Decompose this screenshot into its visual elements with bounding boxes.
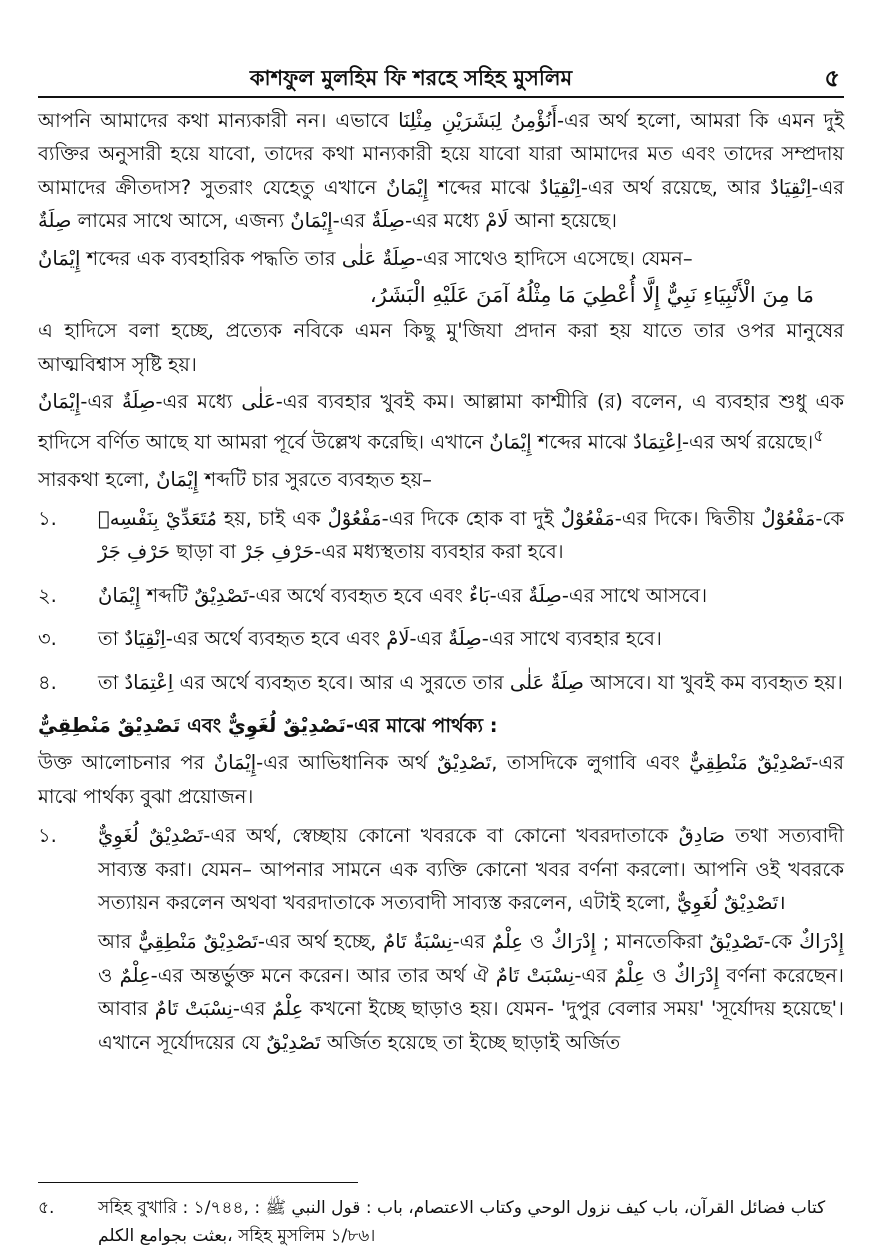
paragraph-4-text: إِيْمَانٌ-এর صِلَةٌ-এর মধ্যে عَلٰى-এর ব্যবহার খুবই কম। আল্লামা কাশ্মীরি (র) বলেন, এ ব্যবহার শুধু এক হাদিসে বর্ণিত আছে যা আমরা পূর্বে উল্লেখ করেছি। এখানে إِيْمَانٌ শব্দের মাঝে اِعْتِمَادٌ-এর অর্থ রয়েছে। [38, 390, 844, 454]
paragraph-6: উক্ত আলোচনার পর إِيْمَانٌ-এর আভিধানিক অর্থ تَصْدِيْقٌ, তাসদিকে লুগাবি এবং تَصْدِيْقٌ مَنْطِقِيٌّ-এর মাঝে পার্থক্য বুঝা প্রয়োজন। [38, 751, 844, 808]
list-item [38, 579, 844, 612]
list-number: ১. [38, 824, 57, 848]
list-text: তা اِنْقِيَادٌ-এর অর্থে ব্যবহৃত হবে এবং لَامْ-এর صِلَةٌ-এর সাথে ব্যবহার হবে। [98, 627, 662, 651]
footnote-ref: ৫ [813, 425, 824, 445]
list-text: إِيْمَانٌ শব্দটি تَصْدِيْقٌ-এর অর্থে ব্যবহৃত হবে এবং بَاءٌ-এর صِلَةٌ-এর সাথে আসবে। [98, 583, 708, 607]
running-header [38, 58, 844, 98]
usage-list [38, 502, 844, 699]
list-number: ৩. [38, 627, 57, 651]
explanation-list [38, 819, 844, 1059]
footnote-divider [38, 1182, 358, 1183]
paragraph-1: আপনি আমাদের কথা মান্যকারী নন। এভাবে أَنُؤْمِنُ لِبَشَرَيْنِ مِثْلِنَا-এর অর্থ হলো, আমরা কি এমন দুই ব্যক্তির অনুসারী হয়ে যাবো, তাদের কথা মান্যকারী হয়ে যাবো যারা আমাদের মত এবং তাদের সম্প্রদায় আমাদের ক্রীতদাস? সুতরাং যেহেতু এখানে إِيْمَانٌ শব্দের মাঝে اِنْقِيَادٌ-এর অর্থ রয়েছে, আর اِنْقِيَادٌ-এর صِلَةٌ লামের সাথে আসে, এজন্য إِيْمَانٌ-এর صِلَةٌ-এর মধ্যে لَامْ আনা হয়েছে। [38, 109, 845, 233]
paragraph-3: এ হাদিসে বলা হচ্ছে, প্রত্যেক নবিকে এমন কিছু মু'জিযা প্রদান করা হয় যাতে তার ওপর মানুষের আত্মবিশ্বাস সৃষ্টি হয়। [38, 319, 844, 376]
list-item [38, 819, 844, 1059]
paragraph-5: সারকথা হলো, إِيْمَانٌ শব্দটি চার সুরতে ব্যবহৃত হয়– [38, 467, 432, 491]
paragraph-4 [38, 385, 844, 458]
footnote-number: ৫. [38, 1198, 55, 1218]
explanation-para-1: تَصْدِيْقٌ لُغَوِيٌّ-এর অর্থ, স্বেচ্ছায় কোনো খবরকে বা কোনো খবরদাতাকে صَادِقٌ তথা সত্যবাদী সাব্যস্ত করা। যেমন– আপনার সামনে এক ব্যক্তি কোনো খবর বর্ণনা করলো। আপনি ওই খবরকে সত্যায়ন করলেন অথবা খবরদাতাকে সত্যবাদী সাব্যস্ত করলেন, এটাই হলো, تَصْدِيْقٌ لُغَوِيٌّ। [98, 824, 844, 915]
main-text [38, 104, 844, 1065]
section-heading: تَصْدِيْقٌ مَنْطِقِيٌّ এবং تَصْدِيْقٌ لُغَوِيٌّ-এর মাঝে পার্থক্য : [38, 714, 498, 737]
list-text: তা اِعْتِمَادٌ এর অর্থে ব্যবহৃত হবে। আর এ সুরতে তার صِلَةٌ عَلٰى আসবে। যা খুবই কম ব্যবহৃত হয়। [98, 670, 843, 694]
list-number: ১. [38, 506, 57, 530]
footnote-text: সহিহ বুখারি : ১/৭৪৪, كتاب فضائل القرآن، باب كيف نزول الوحي وكتاب الاعتصام، باب : قول النبي ﷺ : بعثت بجوامع الكلم، সহিহ মুসলিম ১/৮৬। [98, 1198, 826, 1246]
paragraph-2: إِيْمَانٌ শব্দের এক ব্যবহারিক পদ্ধতি তার صِلَةٌ عَلٰى-এর সাথেও হাদিসে এসেছে। যেমন– [38, 246, 693, 270]
list-item [38, 666, 844, 699]
list-item [38, 502, 844, 569]
hadith-quote: مَا مِنَ الْأَنْبِيَاءِ نَبِيٌّ إِلَّا أُعْطِيَ مَا مِثْلُهُ آمَنَ عَلَيْهِ الْبَشَرُ، [369, 283, 814, 308]
footnote [38, 1194, 844, 1250]
book-title: কাশফুল মুলহিম ফি শরহে সহিহ মুসলিম [249, 66, 573, 90]
explanation-para-2: আর تَصْدِيْقٌ مَنْطِقِيٌّ-এর অর্থ হচ্ছে, نِسْبَةٌ تَامٌ-এর عِلْمٌ ও إِدْرَاكٌ ; মানতেকিরা تَصْدِيْقٌ-কে إِدْرَاكٌ ও عِلْمٌ-এর অন্তর্ভুক্ত মনে করেন। আর তার অর্থ ঐ نِسْبَتْ تَامٌ-এর عِلْمٌ ও إِدْرَاكٌ বর্ণনা করেছেন। আবার نِسْبَتْ تَامٌ-এর عِلْمٌ কখনো ইচ্ছে ছাড়াও হয়। যেমন- 'দুপুর বেলার সময়' 'সূর্যোদয় হয়েছে'। এখানে সূর্যোদয়ের যে تَصْدِيْقٌ অর্জিত হয়েছে তা ইচ্ছে ছাড়াই অর্জিত [98, 930, 845, 1054]
list-number: ২. [38, 583, 57, 607]
list-item [38, 622, 844, 655]
page-number: ৫ [824, 64, 840, 92]
list-text: مُتَعَدِّيْ بِنَفْسِهٖ হয়, চাই এক مَفْعُوْلٌ-এর দিকে হোক বা দুই مَفْعُوْلٌ-এর দিকে। দ্বিতীয় مَفْعُوْلٌ-কে حَرْفِ جَرْ ছাড়া বা حَرْفِ جَرْ-এর মধ্যস্থতায় ব্যবহার করা হবে। [98, 506, 844, 564]
list-number: ৪. [38, 670, 57, 694]
